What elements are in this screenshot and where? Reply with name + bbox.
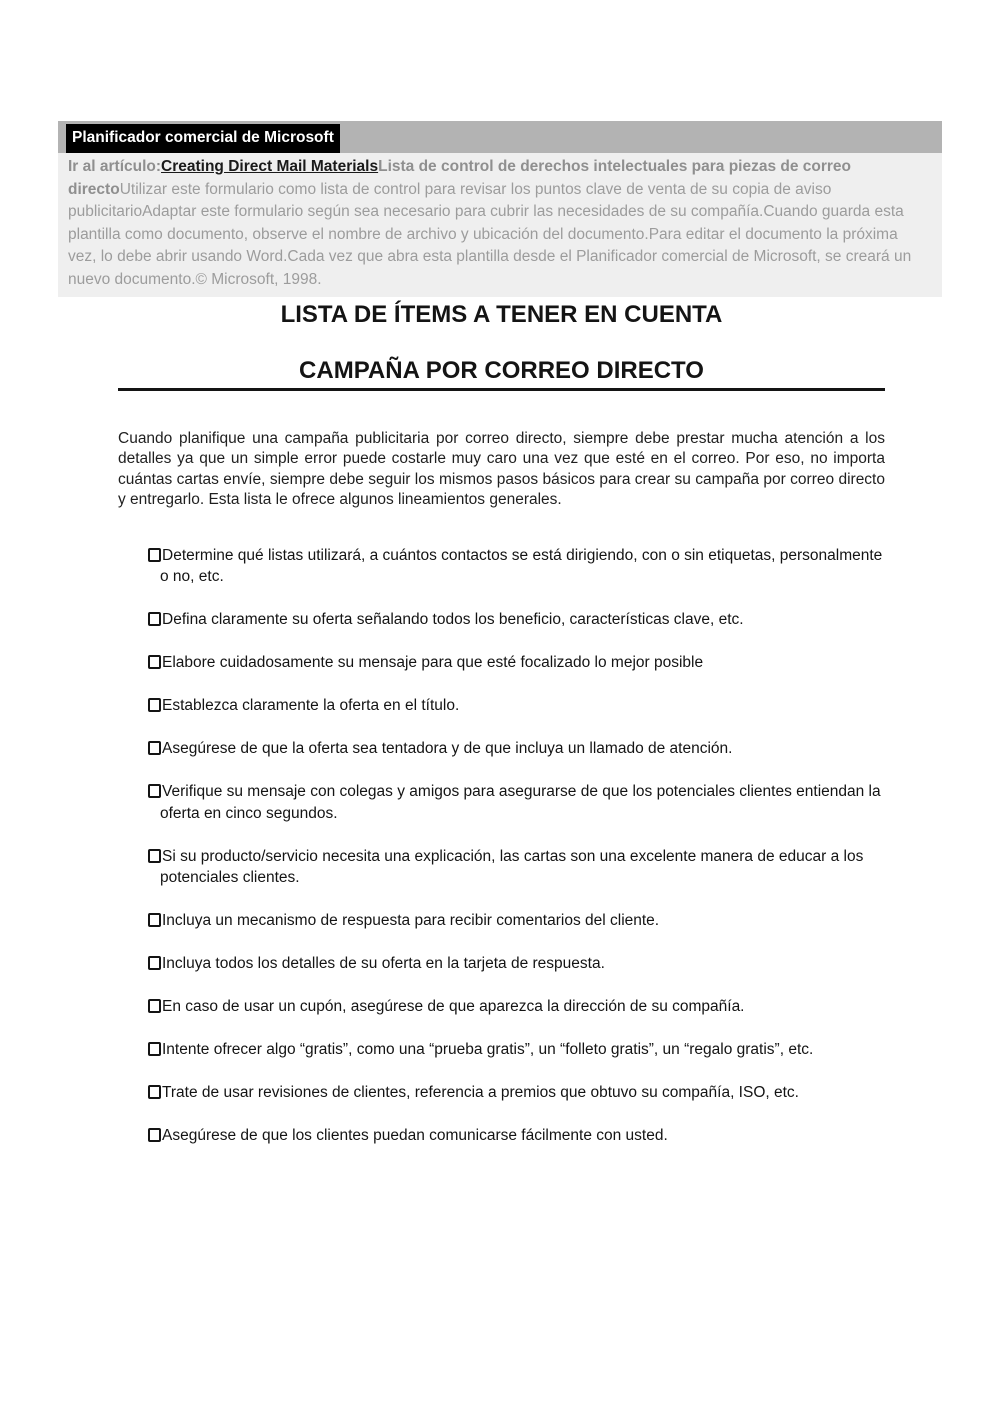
note-body: Utilizar este formulario como lista de control para revisar los puntos clave de venta de su copia de aviso publicitarioAdaptar este formulario según sea necesario para cubrir las necesidades de su compañía.Cuando guarda esta plantilla como documento, observe el nombre de archivo y ubicación del documento.Para editar el documento la próxima vez, lo debe abrir usando Word.Cada vez que abra esta plantilla desde el Planificador comercial de Microsoft, se creará un nuevo documento.© Microsoft, 1998. — [68, 180, 912, 288]
check-item-text: Determine qué listas utilizará, a cuántos contactos se está dirigiendo, con o sin etiquetas, personalmente o no, etc. — [160, 546, 883, 586]
checkbox-icon — [148, 612, 161, 626]
check-item-text: Asegúrese de que los clientes puedan comunicarse fácilmente con usted. — [162, 1127, 668, 1145]
checkbox-icon — [148, 1042, 161, 1056]
checklist — [148, 545, 885, 1147]
checklist-item — [148, 1082, 885, 1104]
goto-article-label: Ir al artículo: — [68, 158, 162, 175]
article-link[interactable]: Creating Direct Mail Materials — [161, 158, 379, 175]
checklist-item — [148, 846, 885, 889]
checkbox-icon — [148, 698, 161, 712]
checklist-item — [148, 953, 885, 975]
check-item-text: Trate de usar revisiones de clientes, referencia a premios que obtuvo su compañía, ISO, etc. — [162, 1084, 799, 1102]
check-item-text: Incluya un mecanismo de respuesta para recibir comentarios del cliente. — [162, 912, 660, 930]
checkbox-icon — [148, 548, 161, 562]
check-item-text: Asegúrese de que la oferta sea tentadora y de que incluya un llamado de atención. — [162, 740, 733, 758]
checkbox-icon — [148, 956, 161, 970]
app-title-label: Planificador comercial de Microsoft — [72, 129, 334, 146]
checkbox-icon — [148, 849, 161, 863]
checkbox-icon — [148, 655, 161, 669]
checklist-item — [148, 1125, 885, 1147]
checklist-item — [148, 996, 885, 1018]
checkbox-icon — [148, 741, 161, 755]
checkbox-icon — [148, 1085, 161, 1099]
checklist-item — [148, 781, 885, 824]
checklist-item — [148, 738, 885, 760]
check-item-text: Establezca claramente la oferta en el título. — [162, 697, 460, 715]
app-title-banner — [66, 124, 340, 153]
checkbox-icon — [148, 1128, 161, 1142]
checkbox-icon — [148, 784, 161, 798]
checkbox-icon — [148, 999, 161, 1013]
page-title: LISTA DE ÍTEMS A TENER EN CUENTA — [280, 300, 723, 328]
checklist-item — [148, 1039, 885, 1061]
intro-note — [58, 153, 942, 297]
check-item-text: Intente ofrecer algo “gratis”, como una “prueba gratis”, un “folleto gratis”, un “regalo gratis”, etc. — [162, 1041, 814, 1059]
note-title: Lista de control de derechos intelectuales para piezas de correo directo — [68, 158, 852, 198]
checklist-item — [148, 910, 885, 932]
checkbox-icon — [148, 913, 161, 927]
check-item-text: Verifique su mensaje con colegas y amigos para asegurarse de que los potenciales clientes entiendan la oferta en cinco segundos. — [160, 783, 881, 822]
intro-paragraph: Cuando planifique una campaña publicitaria por correo directo, siempre debe prestar mucha atención a los detalles ya que un simple error puede costarle muy caro una vez que esté en el correo. Por eso, no importa cuántas cartas envíe, siempre debe seguir los mismos pasos básicos para crear su campaña por correo directo y entregarlo. Esta lista le ofrece algunos lineamientos generales. — [118, 429, 885, 509]
check-item-text: En caso de usar un cupón, asegúrese de que aparezca la dirección de su compañía. — [162, 998, 745, 1016]
check-item-text: Si su producto/servicio necesita una explicación, las cartas son una excelente manera de educar a los potenciales clientes. — [160, 847, 864, 887]
page-subtitle: CAMPAÑA POR CORREO DIRECTO — [118, 357, 885, 391]
checklist-item — [148, 609, 885, 631]
check-item-text: Incluya todos los detalles de su oferta en la tarjeta de respuesta. — [162, 955, 605, 973]
header-bar — [58, 121, 942, 153]
check-item-text: Elabore cuidadosamente su mensaje para que esté focalizado lo mejor posible — [162, 654, 704, 672]
document-page — [0, 121, 1000, 1147]
checklist-item — [148, 545, 885, 588]
check-item-text: Defina claramente su oferta señalando todos los beneficio, características clave, etc. — [162, 611, 744, 629]
checklist-item — [148, 652, 885, 674]
content-column — [118, 301, 885, 1147]
checklist-item — [148, 695, 885, 717]
